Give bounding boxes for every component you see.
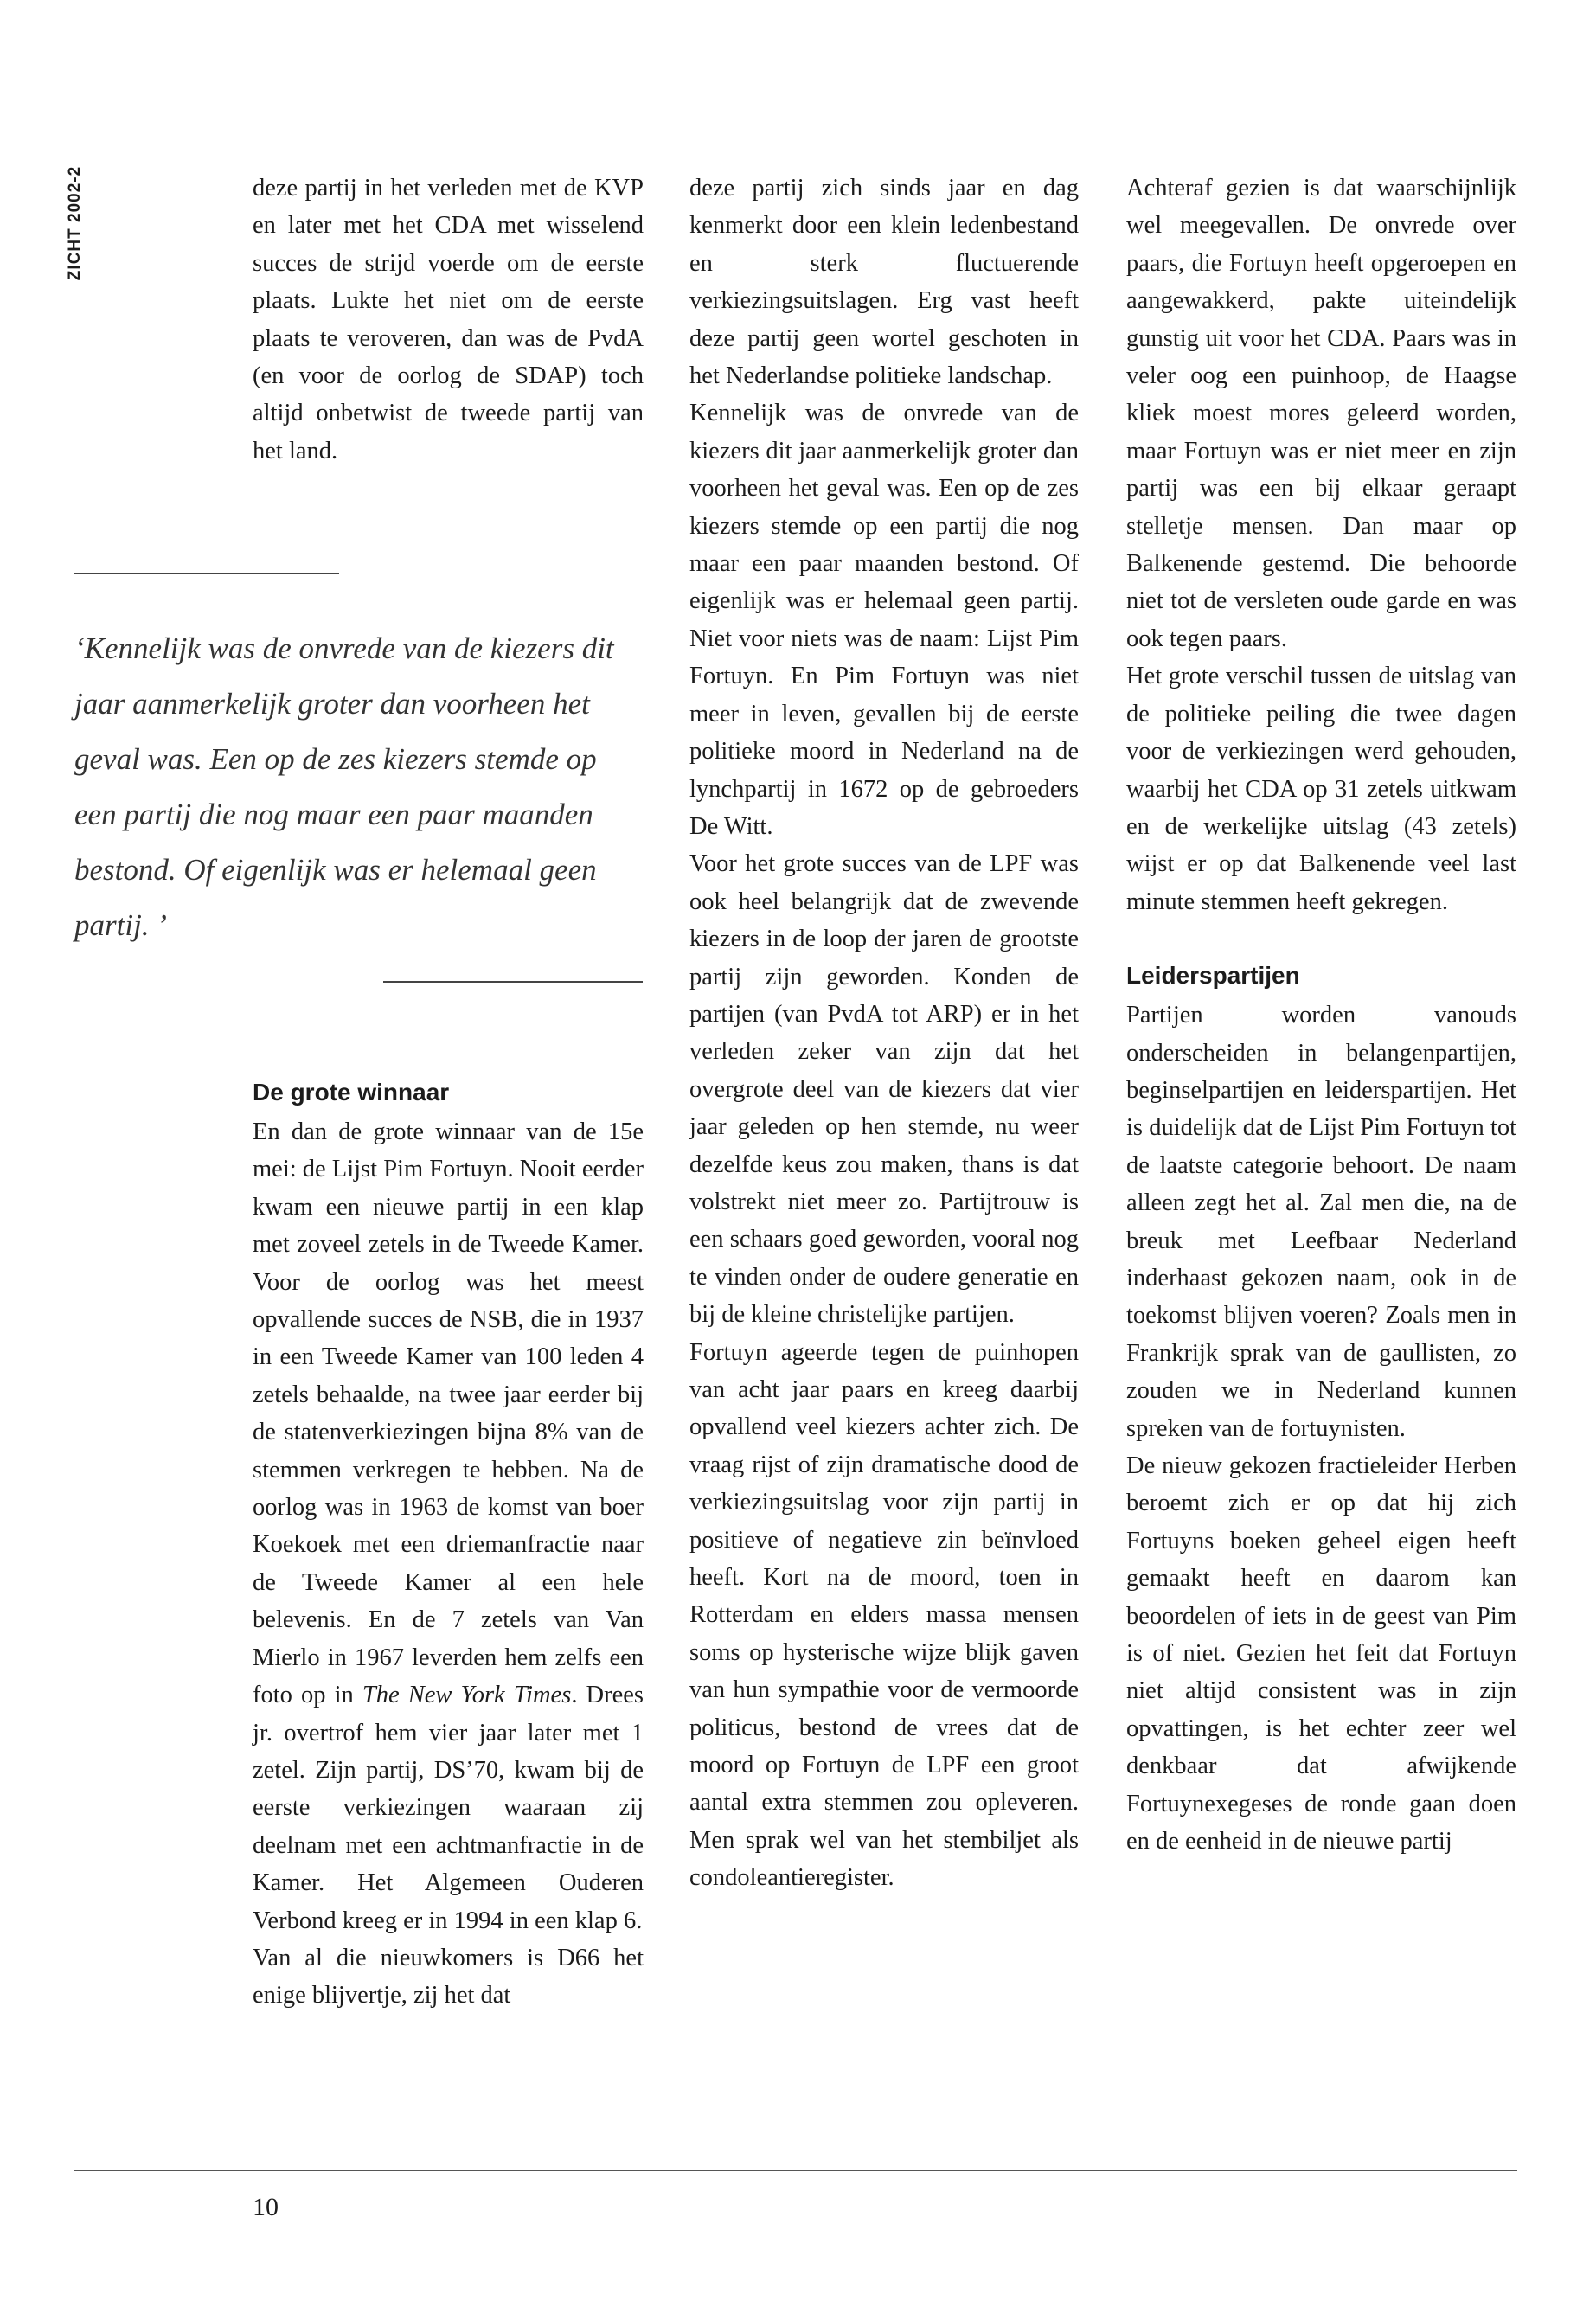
pull-quote-rule-bottom xyxy=(383,981,643,983)
paragraph: Achteraf gezien is dat waarschijnlijk wel meegevallen. De onvrede over paars, die Fortuyn heeft opgeroepen en aangewakkerd, pakte uiteindelijk gunstig uit voor het CDA. Paars was in veler oog een puinhoop, de Haagse kliek moest mores geleerd worden, maar Fortuyn was er niet meer en zijn partij was een bij elkaar geraapt stelletje mensen. Dan maar op Balkenende gestemd. Die behoorde niet tot de versleten oude garde en was ook tegen paars. xyxy=(1126,175,1516,652)
paragraph xyxy=(253,1113,644,1939)
paragraph-text: . Drees jr. overtrof hem vier jaar later met 1 zetel. Zijn partij, DS’70, kwam bij de eerste verkiezingen waaraan zij deelnam met een achtmanfractie in de Kamer. Het Algemeen Ouderen Verbond kreeg er in 1994 in een klap 6. xyxy=(253,1682,644,1934)
running-head xyxy=(62,154,88,292)
section-heading: Leiderspartijen xyxy=(1126,962,1300,990)
running-head-text: ZICHT 2002-2 xyxy=(66,165,84,281)
pull-quote: ‘Kennelijk was de onvrede van de kiezers dit jaar aanmerkelijk groter dan voorheen het geval was. Een op de zes kiezers stemde op een partij die nog maar een paar maanden bestond. Of eigenlijk was er helemaal geen partij. ’ xyxy=(74,631,614,942)
paragraph: Voor het grote succes van de LPF was ook heel belangrijk dat de zwevende kiezers in de loop der jaren de grootste partij zijn geworden. Konden de partijen (van PvdA tot ARP) er in het verleden zeker van zijn dat het overgrote deel van de kiezers dat vier jaar geleden op hen stemde, nu weer dezelfde keus zou maken, thans is dat volstrekt niet meer zo. Partijtrouw is een schaars goed geworden, vooral nog te vinden onder de oudere generatie en bij de kleine christelijke partijen. xyxy=(689,850,1079,1329)
paragraph: deze partij zich sinds jaar en dag kenmerkt door een klein ledenbestand en sterk fluctuerende verkiezingsuitslagen. Erg vast heeft deze partij geen wortel geschoten in het Nederlandse politieke landschap. xyxy=(689,175,1079,390)
paragraph: Kennelijk was de onvrede van de kiezers dit jaar aanmerkelijk groter dan voorheen het geval was. Een op de zes kiezers stemde op een partij die nog maar een paar maanden bestond. Of eigenlijk was er helemaal geen partij. Niet voor niets was de naam: Lijst Pim Fortuyn. En Pim Fortuyn was niet meer in leven, gevallen bij de eerste politieke moord in Nederland na de lynchpartij in 1672 op de gebroeders De Witt. xyxy=(689,400,1079,840)
italic-title: The New York Times xyxy=(362,1682,572,1709)
paragraph: Van al die nieuwkomers is D66 het enige blijvertje, zij het dat xyxy=(253,1944,644,2009)
spacer xyxy=(1126,920,1516,958)
column-2 xyxy=(689,170,1079,1897)
paragraph-text: En dan de grote winnaar van de 15e mei: de Lijst Pim Fortuyn. Nooit eerder kwam een nieuwe partij in een klap met zoveel zetels in de Tweede Kamer. Voor de oorlog was het meest opvallende succes de NSB, die in 1937 in een Tweede Kamer van 100 leden 4 zetels behaalde, na twee jaar eerder bij de statenverkiezingen bijna 8% van de stemmen verkregen te hebben. Na de oorlog was in 1963 de komst van boer Koekoek met een driemanfractie naar de Tweede Kamer al een hele belevenis. En de 7 zetels van Van Mierlo in 1967 leverden hem zelfs een foto op in xyxy=(253,1118,644,1709)
column-1-section xyxy=(253,1075,644,2015)
page-number: 10 xyxy=(253,2193,279,2221)
footer-rule xyxy=(74,2170,1517,2171)
column-3 xyxy=(1126,170,1516,1860)
pull-quote-rule-top xyxy=(74,573,339,574)
paragraph: deze partij in het verleden met de KVP en later met het CDA met wisselend succes de strijd voerde om de eerste plaats. Lukte het niet om de eerste plaats te veroveren, dan was de PvdA (en voor de oorlog de SDAP) toch altijd onbetwist de tweede partij van het land. xyxy=(253,175,644,465)
paragraph: Partijen worden vanouds onderscheiden in belangenpartijen, beginselpartijen en leiderspartijen. Het is duidelijk dat de Lijst Pim Fortuyn tot de laatste categorie behoort. De naam alleen zegt het al. Zal men die, na de breuk met Leefbaar Nederland inderhaast gekozen naam, ook in de toekomst blijven voeren? Zoals men in Frankrijk sprak van de gaullisten, zo zouden we in Nederland kunnen spreken van de fortuynisten. xyxy=(1126,1002,1516,1442)
paragraph: De nieuw gekozen fractieleider Herben beroemt zich er op dat hij zich Fortuyns boeken geheel eigen heeft gemaakt heeft en daarom kan beoordelen of iets in de geest van Pim is of niet. Gezien het feit dat Fortuyn niet altijd consistent was in zijn opvattingen, is het echter zeer wel denkbaar dat afwijkende Fortuynexegeses de ronde gaan doen en de eenheid in de nieuwe partij xyxy=(1126,1452,1516,1856)
section-heading: De grote winnaar xyxy=(253,1079,450,1106)
paragraph: Het grote verschil tussen de uitslag van de politieke peiling die twee dagen voor de verkiezingen werd gehouden, waarbij het CDA op 31 zetels uitkwam en de werkelijke uitslag (43 zetels) wijst er op dat Balkenende veel last minute stemmen heeft gekregen. xyxy=(1126,663,1516,915)
column-1-top xyxy=(253,170,644,470)
paragraph: Fortuyn ageerde tegen de puinhopen van acht jaar paars en kreeg daarbij opvallend veel kiezers achter zich. De vraag rijst of zijn dramatische dood de verkiezingsuitslag voor zijn partij in positieve of negatieve zin beïnvloed heeft. Kort na de moord, toen in Rotterdam en elders massa mensen soms op hysterische wijze blijk gaven van hun sympathie voor de vermoorde politicus, bestond de vrees dat de moord op Fortuyn de LPF een groot aantal extra stemmen zou opleveren. Men sprak wel van het stembiljet als condoleantieregister. xyxy=(689,1338,1079,1892)
